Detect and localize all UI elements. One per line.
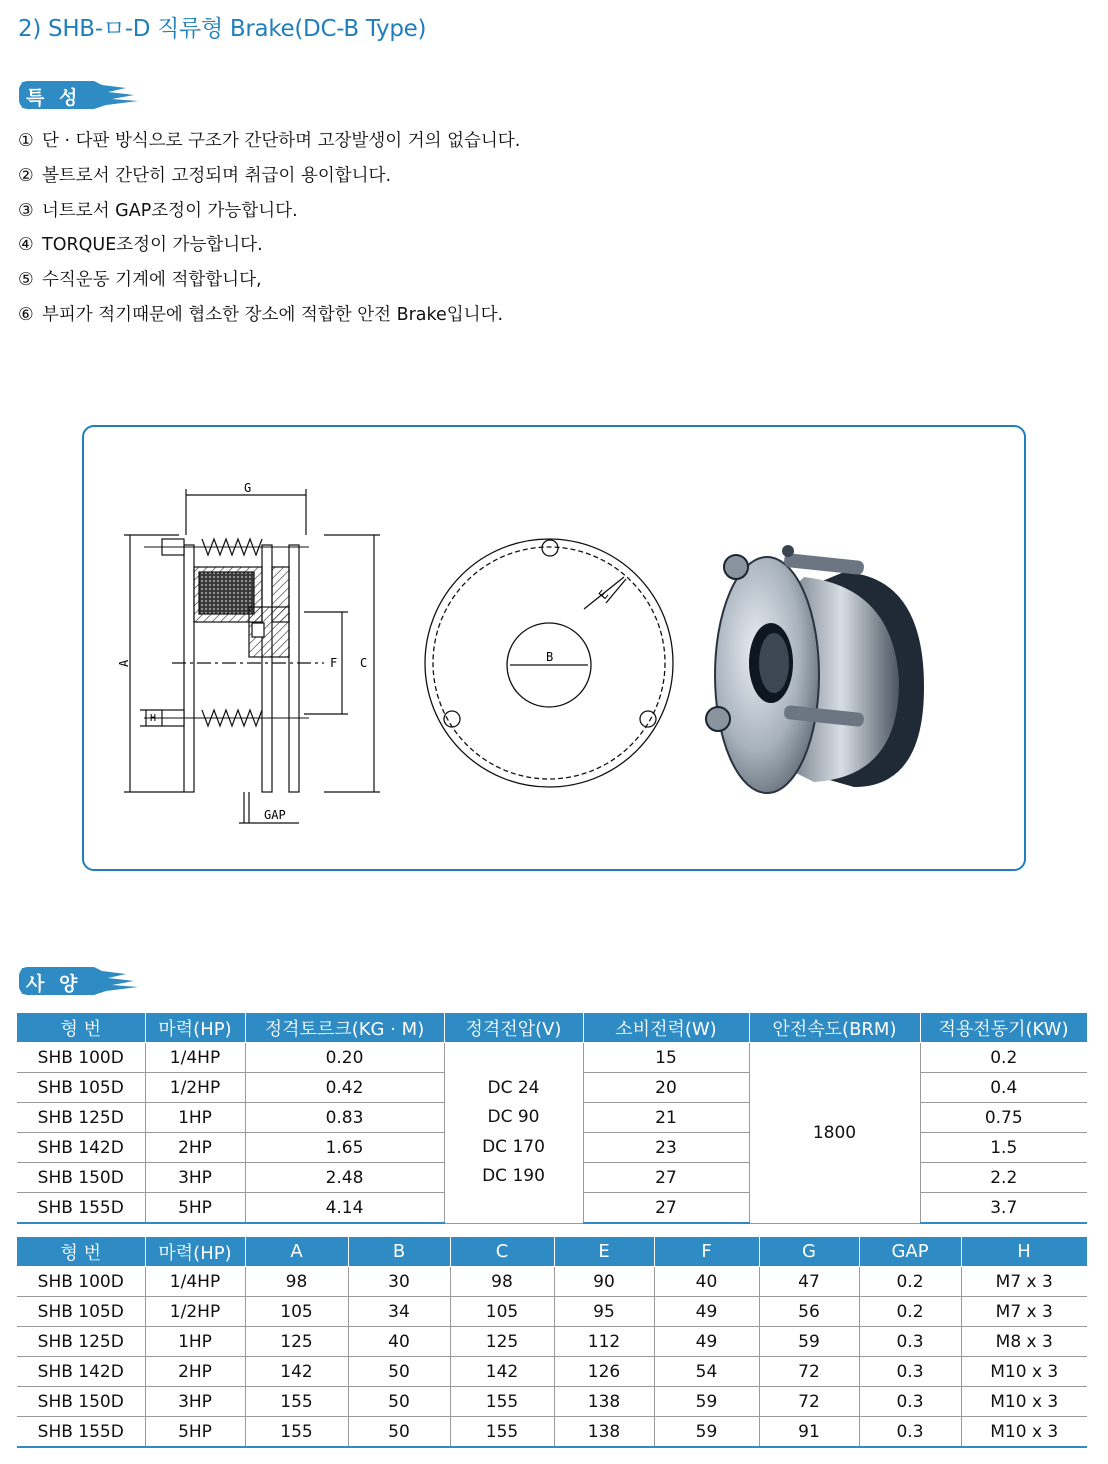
dimension-cell: 155: [245, 1417, 348, 1448]
spec-table-electrical: [17, 1012, 1088, 1224]
col-header: C: [450, 1237, 554, 1267]
dimension-cell: 125: [450, 1327, 554, 1357]
dimension-cell: 98: [450, 1267, 554, 1297]
dimension-cell: SHB 105D: [17, 1297, 145, 1327]
power-cell: 21: [583, 1103, 749, 1133]
dimension-cell: M7 x 3: [961, 1267, 1087, 1297]
dimension-cell: 138: [554, 1417, 654, 1448]
kw-cell: 1.5: [920, 1133, 1087, 1163]
col-header: G: [759, 1237, 859, 1267]
torque-cell: 0.20: [245, 1043, 444, 1073]
col-header: 마력(HP): [145, 1013, 245, 1043]
dimension-cell: 0.2: [859, 1297, 961, 1327]
dimension-cell: M7 x 3: [961, 1297, 1087, 1327]
dimension-cell: 72: [759, 1387, 859, 1417]
col-header: 마력(HP): [145, 1237, 245, 1267]
table-row: [17, 1267, 1087, 1297]
dimension-cell: 98: [245, 1267, 348, 1297]
dimension-cell: 155: [245, 1387, 348, 1417]
dimension-cell: 50: [348, 1387, 450, 1417]
dimension-cell: 0.3: [859, 1357, 961, 1387]
dimension-cell: 47: [759, 1267, 859, 1297]
dimension-cell: 40: [348, 1327, 450, 1357]
hp-cell: 1/2HP: [145, 1073, 245, 1103]
col-header: 형 번: [17, 1237, 145, 1267]
spec-table-dimensions: [17, 1236, 1088, 1448]
dim-label-e: E: [595, 587, 612, 603]
kw-cell: 2.2: [920, 1163, 1087, 1193]
dimension-cell: 2HP: [145, 1357, 245, 1387]
dimension-rows: [17, 1267, 1087, 1448]
col-header: 안전속도(BRM): [749, 1013, 920, 1043]
col-header: 정격전압(V): [444, 1013, 583, 1043]
col-header: A: [245, 1237, 348, 1267]
specs-badge: [16, 964, 141, 998]
features-list: [18, 128, 520, 337]
model-cell: SHB 142D: [17, 1133, 145, 1163]
dimension-cell: 126: [554, 1357, 654, 1387]
dim-label-gap: GAP: [264, 808, 286, 822]
hp-cell: 1/4HP: [145, 1043, 245, 1073]
voltage-cell: DC 24 DC 90 DC 170 DC 190: [444, 1043, 583, 1224]
dimension-cell: 95: [554, 1297, 654, 1327]
brake-photo: [706, 545, 924, 793]
dimension-cell: M8 x 3: [961, 1327, 1087, 1357]
torque-cell: 2.48: [245, 1163, 444, 1193]
power-cell: 27: [583, 1163, 749, 1193]
col-header: 정격토르크(KG · M): [245, 1013, 444, 1043]
dimension-cell: 142: [450, 1357, 554, 1387]
col-header: GAP: [859, 1237, 961, 1267]
torque-cell: 4.14: [245, 1193, 444, 1224]
kw-cell: 0.4: [920, 1073, 1087, 1103]
feature-item: ② 볼트로서 간단히 고정되며 취급이 용이합니다.: [18, 165, 392, 186]
col-header: 소비전력(W): [583, 1013, 749, 1043]
dimension-cell: 91: [759, 1417, 859, 1448]
dimension-cell: SHB 100D: [17, 1267, 145, 1297]
dimension-cell: 155: [450, 1387, 554, 1417]
kw-cell: 3.7: [920, 1193, 1087, 1224]
dimension-cell: 56: [759, 1297, 859, 1327]
power-cell: 23: [583, 1133, 749, 1163]
dimension-cell: 40: [654, 1267, 759, 1297]
dimension-cell: 105: [245, 1297, 348, 1327]
dimension-cell: 49: [654, 1327, 759, 1357]
table-header-row: [17, 1013, 1087, 1043]
table-row: [17, 1297, 1087, 1327]
dim-label-f: F: [330, 656, 338, 670]
dimension-cell: 50: [348, 1357, 450, 1387]
dimension-cell: 59: [654, 1417, 759, 1448]
dimension-cell: 138: [554, 1387, 654, 1417]
dimension-cell: M10 x 3: [961, 1417, 1087, 1448]
col-header: B: [348, 1237, 450, 1267]
dim-label-h: H: [150, 713, 157, 724]
hp-cell: 3HP: [145, 1163, 245, 1193]
hp-cell: 1HP: [145, 1103, 245, 1133]
feature-item: ⑤ 수직운동 기계에 적합합니다,: [18, 270, 262, 291]
drawing-panel: [82, 425, 1026, 871]
feature-item: ③ 너트로서 GAP조정이 가능합니다.: [18, 200, 298, 221]
feature-item: ① 단 · 다판 방식으로 구조가 간단하며 고장발생이 거의 없습니다.: [18, 131, 521, 151]
dimension-cell: 0.3: [859, 1327, 961, 1357]
table-row: [17, 1327, 1087, 1357]
model-cell: SHB 155D: [17, 1193, 145, 1224]
dimension-cell: 1HP: [145, 1327, 245, 1357]
dimension-cell: 34: [348, 1297, 450, 1327]
col-header: F: [654, 1237, 759, 1267]
dimension-cell: 1/2HP: [145, 1297, 245, 1327]
dimension-cell: 49: [654, 1297, 759, 1327]
brake-drawing: [84, 427, 1024, 869]
page-title: 2) SHB-ㅁ-D 직류형 Brake(DC-B Type): [18, 16, 427, 42]
hp-cell: 2HP: [145, 1133, 245, 1163]
specs-badge-label: 사 양: [26, 973, 82, 995]
dimension-cell: 1/4HP: [145, 1267, 245, 1297]
dimension-cell: 0.3: [859, 1387, 961, 1417]
model-cell: SHB 100D: [17, 1043, 145, 1073]
dim-label-g: G: [244, 481, 252, 495]
power-cell: 15: [583, 1043, 749, 1073]
dimension-cell: SHB 155D: [17, 1417, 145, 1448]
dimension-cell: 125: [245, 1327, 348, 1357]
model-cell: SHB 150D: [17, 1163, 145, 1193]
dimension-cell: 5HP: [145, 1417, 245, 1448]
safe-speed-cell: 1800: [749, 1043, 920, 1224]
features-badge: [16, 78, 141, 112]
dimension-cell: 72: [759, 1357, 859, 1387]
dimension-cell: 30: [348, 1267, 450, 1297]
table-row: [17, 1417, 1087, 1448]
torque-cell: 0.42: [245, 1073, 444, 1103]
power-cell: 27: [583, 1193, 749, 1224]
feature-item: ④ TORQUE조정이 가능합니다.: [18, 235, 263, 256]
dimension-cell: SHB 150D: [17, 1387, 145, 1417]
hp-cell: 5HP: [145, 1193, 245, 1224]
col-header: 형 번: [17, 1013, 145, 1043]
dimension-cell: 0.3: [859, 1417, 961, 1448]
model-cell: SHB 125D: [17, 1103, 145, 1133]
feature-item: ⑥ 부피가 적기때문에 협소한 장소에 적합한 안전 Brake입니다.: [18, 304, 504, 325]
col-header: H: [961, 1237, 1087, 1267]
dimension-cell: 112: [554, 1327, 654, 1357]
model-cell: SHB 105D: [17, 1073, 145, 1103]
dim-label-b: B: [546, 650, 554, 664]
col-header: 적용전동기(KW): [920, 1013, 1087, 1043]
col-header: E: [554, 1237, 654, 1267]
dim-label-c: C: [360, 656, 368, 670]
torque-cell: 1.65: [245, 1133, 444, 1163]
dimension-cell: 59: [759, 1327, 859, 1357]
table-row: [17, 1357, 1087, 1387]
dimension-cell: 50: [348, 1417, 450, 1448]
dimension-cell: 3HP: [145, 1387, 245, 1417]
table-header-row: [17, 1237, 1087, 1267]
features-badge-label: 특 성: [26, 87, 82, 109]
dimension-cell: 155: [450, 1417, 554, 1448]
dimension-cell: 54: [654, 1357, 759, 1387]
kw-cell: 0.2: [920, 1043, 1087, 1073]
table-row: [17, 1043, 1087, 1073]
power-cell: 20: [583, 1073, 749, 1103]
dimension-cell: 105: [450, 1297, 554, 1327]
kw-cell: 0.75: [920, 1103, 1087, 1133]
torque-cell: 0.83: [245, 1103, 444, 1133]
dimension-cell: M10 x 3: [961, 1387, 1087, 1417]
dimension-cell: SHB 142D: [17, 1357, 145, 1387]
dimension-cell: SHB 125D: [17, 1327, 145, 1357]
dimension-cell: 142: [245, 1357, 348, 1387]
dimension-cell: 90: [554, 1267, 654, 1297]
dim-label-a: A: [117, 659, 131, 667]
dimension-cell: M10 x 3: [961, 1357, 1087, 1387]
dimension-cell: 59: [654, 1387, 759, 1417]
table-row: [17, 1387, 1087, 1417]
dimension-cell: 0.2: [859, 1267, 961, 1297]
side-section-view: [124, 489, 380, 823]
